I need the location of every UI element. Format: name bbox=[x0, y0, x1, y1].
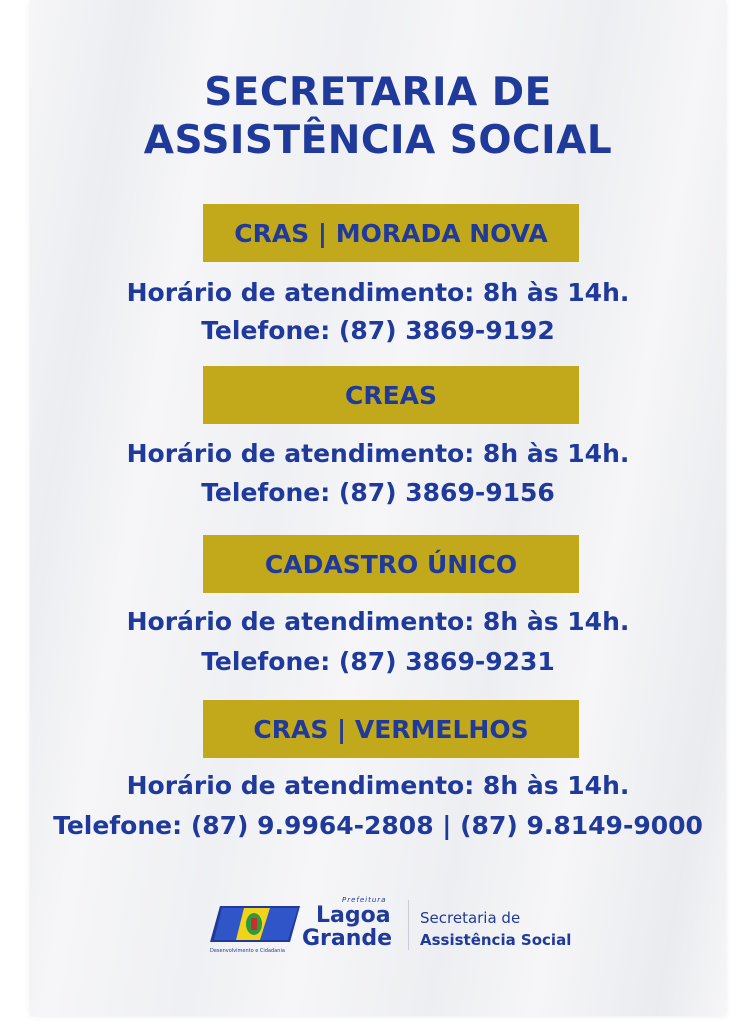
section-hours-cadastro-unico: Horário de atendimento: 8h às 14h. bbox=[126, 607, 630, 636]
section-phone-creas: Telefone: (87) 3869-9156 bbox=[201, 478, 555, 507]
footer-divider bbox=[408, 900, 409, 950]
secretaria-line1: Secretaria de bbox=[420, 909, 521, 927]
section-header-cras-vermelhos: CRAS | VERMELHOS bbox=[203, 700, 579, 758]
flag-logo-icon bbox=[210, 904, 300, 944]
brand-prefeitura: Prefeitura bbox=[342, 896, 387, 904]
page-title-line1: SECRETARIA DE bbox=[204, 70, 552, 115]
secretaria-line2: Assistência Social bbox=[420, 931, 572, 949]
section-header-cadastro-unico: CADASTRO ÚNICO bbox=[203, 535, 579, 593]
section-hours-cras-vermelhos: Horário de atendimento: 8h às 14h. bbox=[126, 771, 630, 800]
brand-name-line2: Grande bbox=[302, 926, 393, 951]
section-hours-creas: Horário de atendimento: 8h às 14h. bbox=[126, 439, 630, 468]
page-title-line2: ASSISTÊNCIA SOCIAL bbox=[143, 118, 613, 163]
section-hours-cras-morada-nova: Horário de atendimento: 8h às 14h. bbox=[126, 278, 630, 307]
section-phone-cadastro-unico: Telefone: (87) 3869-9231 bbox=[201, 647, 555, 676]
section-header-creas: CREAS bbox=[203, 366, 579, 424]
footer-logos bbox=[210, 892, 590, 962]
section-phone-cras-morada-nova: Telefone: (87) 3869-9192 bbox=[201, 316, 555, 345]
brand-caption: Desenvolvimento e Cidadania bbox=[210, 948, 285, 954]
section-phone-cras-vermelhos: Telefone: (87) 9.9964-2808 | (87) 9.8149-9000 bbox=[53, 811, 703, 840]
brand-name-line1: Lagoa bbox=[316, 903, 391, 928]
section-header-cras-morada-nova: CRAS | MORADA NOVA bbox=[203, 204, 579, 262]
